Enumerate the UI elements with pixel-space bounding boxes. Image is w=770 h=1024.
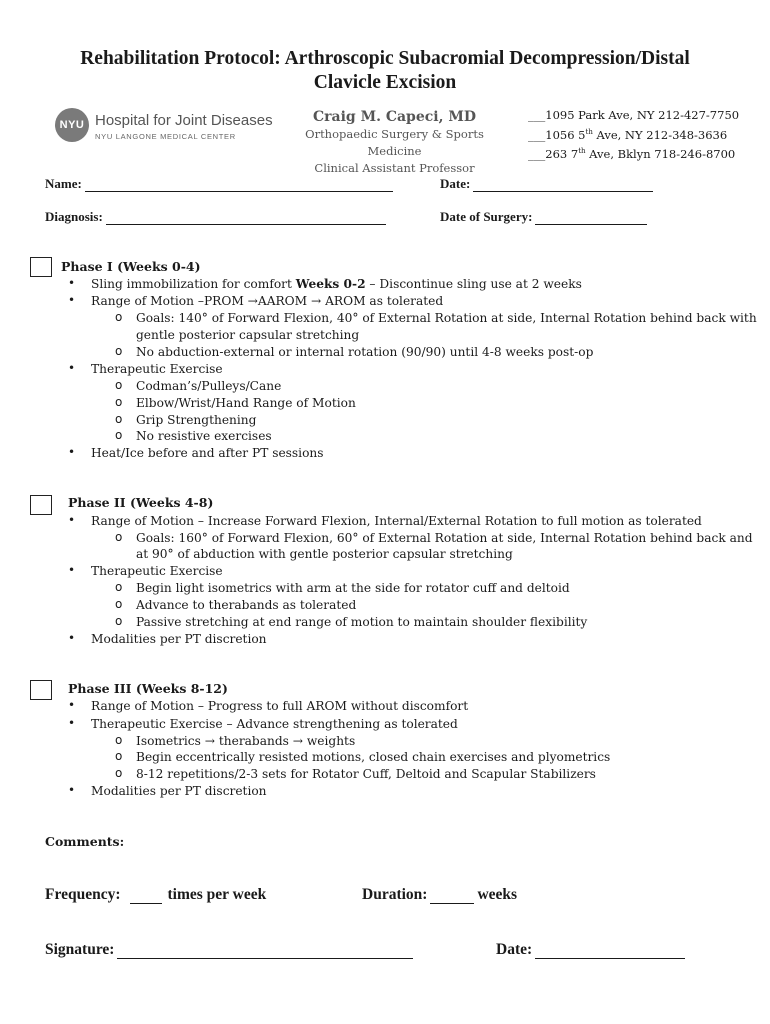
- phase1-no-resistive: No resistive exercises: [136, 429, 272, 443]
- sub-bullet: o: [115, 344, 123, 358]
- doctor-info: [282, 108, 507, 177]
- surgery-date-field-row: [440, 209, 647, 225]
- bullet: •: [68, 716, 76, 730]
- name-input[interactable]: [85, 177, 393, 192]
- signature-date-label: Date:: [496, 941, 533, 958]
- title-line-1: Rehabilitation Protocol: Arthroscopic Subacromial Decompression/Distal: [80, 48, 690, 69]
- sub-bullet: o: [115, 412, 123, 426]
- sub-bullet: o: [115, 395, 123, 409]
- duration-suffix: weeks: [477, 886, 518, 903]
- logo-subtitle: NYU LANGONE MEDICAL CENTER: [95, 132, 236, 141]
- phase3-repetitions: 8-12 repetitions/2-3 sets for Rotator Cuff, Deltoid and Scapular Stabilizers: [136, 767, 596, 781]
- surgery-date-label: Date of Surgery:: [440, 209, 533, 224]
- signature-row: [45, 941, 413, 959]
- phase1-sling: Sling immobilization for comfort Weeks 0-2 – Discontinue sling use at 2 weeks: [91, 277, 582, 291]
- phase2-range-of-motion: Range of Motion – Increase Forward Flexion, Internal/External Rotation to full motion as tolerated: [91, 514, 702, 528]
- phase2-therabands: Advance to therabands as tolerated: [136, 598, 357, 612]
- hospital-logo: [55, 108, 273, 148]
- frequency-label: Frequency:: [45, 886, 121, 903]
- phase1-codmans: Codman’s/Pulleys/Cane: [136, 379, 282, 393]
- signature-input[interactable]: [117, 944, 413, 959]
- phase1-goals-line1: Goals: 140° of Forward Flexion, 40° of External Rotation at side, Internal Rotation behind back with: [136, 311, 757, 325]
- bullet: •: [68, 698, 76, 712]
- title-line-2: Clavicle Excision: [313, 72, 457, 93]
- phase2-goals-line2: at 90° of abduction with gentle posterior capsular stretching: [136, 547, 513, 561]
- duration-label: Duration:: [362, 886, 428, 903]
- nyu-logo-icon: NYU: [55, 108, 89, 142]
- phase3-eccentric: Begin eccentrically resisted motions, closed chain exercises and plyometrics: [136, 750, 611, 764]
- sub-bullet: o: [115, 733, 123, 747]
- signature-date-input[interactable]: [535, 944, 685, 959]
- sub-bullet: o: [115, 530, 123, 544]
- sub-bullet: o: [115, 310, 123, 324]
- arrow-right-icon: →: [292, 734, 303, 748]
- phase1-heat-ice: Heat/Ice before and after PT sessions: [91, 446, 324, 460]
- name-field-row: [45, 176, 393, 192]
- sub-bullet: o: [115, 749, 123, 763]
- phase3-progression: Isometrics → therabands → weights: [136, 734, 356, 748]
- duration-input[interactable]: [430, 889, 474, 904]
- phase3-range-of-motion: Range of Motion – Progress to full AROM without discomfort: [91, 699, 469, 713]
- bullet: •: [68, 783, 76, 797]
- phase3-therapeutic-exercise: Therapeutic Exercise – Advance strengthening as tolerated: [91, 717, 458, 731]
- sub-bullet: o: [115, 597, 123, 611]
- frequency-suffix: times per week: [167, 886, 267, 903]
- duration-row: [362, 886, 517, 904]
- address-7th-ave[interactable]: ___263 7th Ave, Bklyn 718-246-8700: [528, 146, 736, 161]
- phase1-title: Phase I (Weeks 0-4): [61, 259, 201, 274]
- date-label: Date:: [440, 176, 471, 191]
- arrow-right-icon: →: [247, 294, 258, 308]
- sub-bullet: o: [115, 766, 123, 780]
- sub-bullet: o: [115, 428, 123, 442]
- phase1-goals-line2: gentle posterior capsular stretching: [136, 328, 360, 342]
- date-field-row: [440, 176, 653, 192]
- phase3-title: Phase III (Weeks 8-12): [68, 681, 228, 696]
- logo-hospital-name: Hospital for Joint Diseases: [95, 112, 273, 129]
- phase2-therapeutic-exercise: Therapeutic Exercise: [91, 564, 223, 578]
- doctor-name: Craig M. Capeci, MD: [313, 109, 476, 125]
- sub-bullet: o: [115, 614, 123, 628]
- phase1-grip: Grip Strengthening: [136, 413, 257, 427]
- doctor-specialty: Orthopaedic Surgery & Sports Medicine: [305, 127, 484, 158]
- frequency-input[interactable]: [130, 889, 162, 904]
- phase1-range-of-motion: Range of Motion –PROM →AAROM → AROM as tolerated: [91, 294, 444, 308]
- office-addresses: [528, 107, 739, 162]
- bullet: •: [68, 563, 76, 577]
- sub-bullet: o: [115, 580, 123, 594]
- bullet: •: [68, 513, 76, 527]
- comments-label: Comments:: [45, 834, 125, 849]
- bullet: •: [68, 631, 76, 645]
- bullet: •: [68, 445, 76, 459]
- diagnosis-field-row: [45, 209, 386, 225]
- phase3-checkbox[interactable]: [30, 680, 52, 700]
- phase1-no-abduction: No abduction-external or internal rotation (90/90) until 4-8 weeks post-op: [136, 345, 594, 359]
- phase3-modalities: Modalities per PT discretion: [91, 784, 267, 798]
- phase2-passive-stretching: Passive stretching at end range of motion to maintain shoulder flexibility: [136, 615, 588, 629]
- signature-date-row: [496, 941, 685, 959]
- name-label: Name:: [45, 176, 82, 191]
- phase1-therapeutic-exercise: Therapeutic Exercise: [91, 362, 223, 376]
- phase2-isometrics: Begin light isometrics with arm at the side for rotator cuff and deltoid: [136, 581, 570, 595]
- signature-label: Signature:: [45, 941, 115, 958]
- arrow-right-icon: →: [204, 734, 215, 748]
- address-5th-ave[interactable]: ___1056 5th Ave, NY 212-348-3636: [528, 127, 728, 142]
- bullet: •: [68, 361, 76, 375]
- phase1-elbow-wrist-hand: Elbow/Wrist/Hand Range of Motion: [136, 396, 356, 410]
- date-input[interactable]: [473, 177, 653, 192]
- phase2-title: Phase II (Weeks 4-8): [68, 495, 214, 510]
- diagnosis-input[interactable]: [106, 210, 386, 225]
- address-park-ave[interactable]: ___1095 Park Ave, NY 212-427-7750: [528, 108, 740, 122]
- bullet: •: [68, 293, 76, 307]
- diagnosis-label: Diagnosis:: [45, 209, 103, 224]
- frequency-row: [45, 886, 266, 904]
- doctor-title: Clinical Assistant Professor: [314, 161, 475, 175]
- surgery-date-input[interactable]: [535, 210, 647, 225]
- phase2-goals-line1: Goals: 160° of Forward Flexion, 60° of External Rotation at side, Internal Rotation behind back and: [136, 531, 753, 545]
- phase2-checkbox[interactable]: [30, 495, 52, 515]
- phase2-modalities: Modalities per PT discretion: [91, 632, 267, 646]
- arrow-right-icon: →: [311, 294, 322, 308]
- sub-bullet: o: [115, 378, 123, 392]
- bullet: •: [68, 276, 76, 290]
- phase1-checkbox[interactable]: [30, 257, 52, 277]
- document-title: [40, 47, 730, 95]
